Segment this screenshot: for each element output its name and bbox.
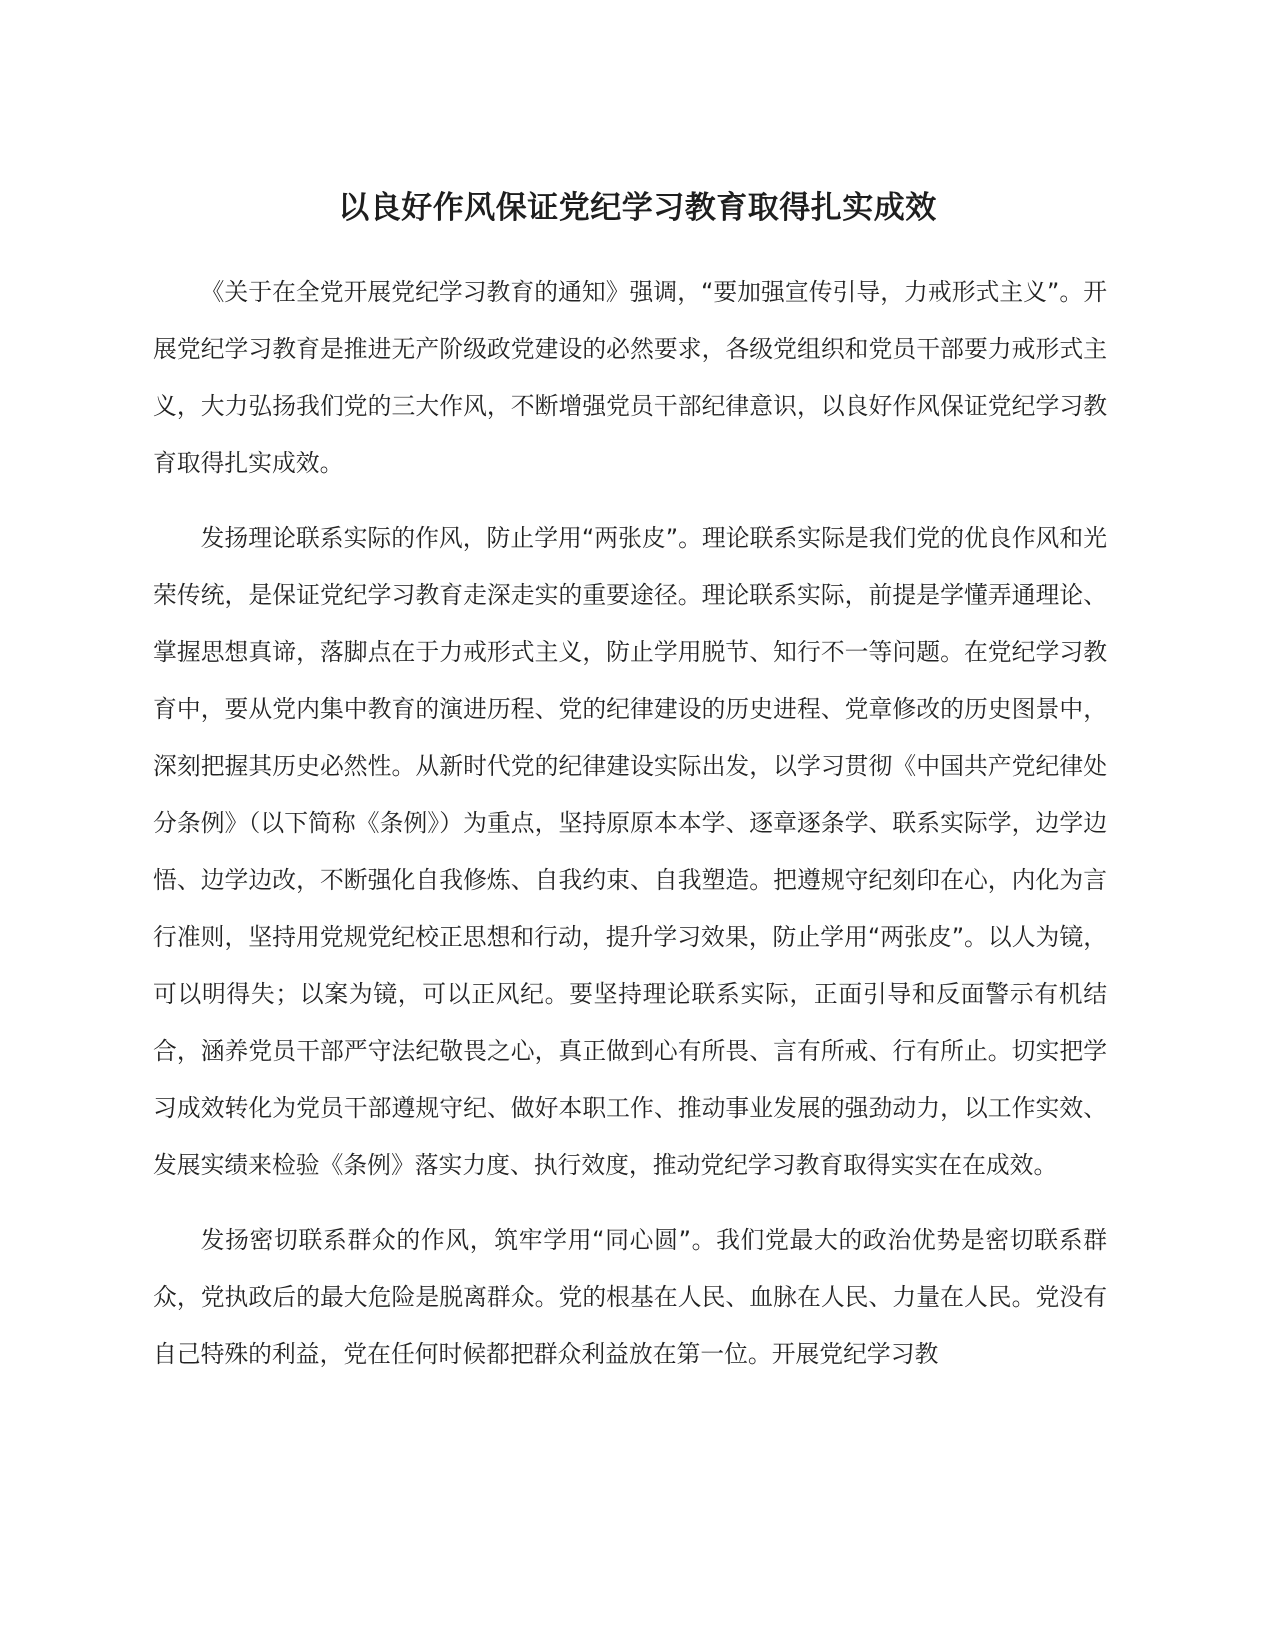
- paragraph-theory-practice: 发扬理论联系实际的作风，防止学用“两张皮”。理论联系实际是我们党的优良作风和光荣传统，是保证党纪学习教育走深走实的重要途径。理论联系实际，前提是学懂弄通理论、掌握思想真谛，落脚点在于力戒形式主义，防止学用脱节、知行不一等问题。在党纪学习教育中，要从党内集中教育的演进历程、党的纪律建设的历史进程、党章修改的历史图景中，深刻把握其历史必然性。从新时代党的纪律建设实际出发，以学习贯彻《中国共产党纪律处分条例》（以下简称《条例》）为重点，坚持原原本本学、逐章逐条学、联系实际学，边学边悟、边学边改，不断强化自我修炼、自我约束、自我塑造。把遵规守纪刻印在心，内化为言行准则，坚持用党规党纪校正思想和行动，提升学习效果，防止学用“两张皮”。以人为镜，可以明得失；以案为镜，可以正风纪。要坚持理论联系实际，正面引导和反面警示有机结合，涵养党员干部严守法纪敬畏之心，真正做到心有所畏、言有所戒、行有所止。切实把学习成效转化为党员干部遵规守纪、做好本职工作、推动事业发展的强劲动力，以工作实效、发展实绩来检验《条例》落实力度、执行效度，推动党纪学习教育取得实实在在成效。: [153, 524, 1107, 1179]
- paragraph-intro: 《关于在全党开展党纪学习教育的通知》强调，“要加强宣传引导，力戒形式主义”。开展党纪学习教育是推进无产阶级政党建设的必然要求，各级党组织和党员干部要力戒形式主义，大力弘扬我们党的三大作风，不断增强党员干部纪律意识，以良好作风保证党纪学习教育取得扎实成效。: [153, 278, 1107, 477]
- paragraph-mass-line: 发扬密切联系群众的作风，筑牢学用“同心圆”。我们党最大的政治优势是密切联系群众，党执政后的最大危险是脱离群众。党的根基在人民、血脉在人民、力量在人民。党没有自己特殊的利益，党在任何时候都把群众利益放在第一位。开展党纪学习教: [153, 1226, 1107, 1368]
- document-body: [153, 264, 1107, 1401]
- document-title: 以良好作风保证党纪学习教育取得扎实成效: [338, 190, 937, 226]
